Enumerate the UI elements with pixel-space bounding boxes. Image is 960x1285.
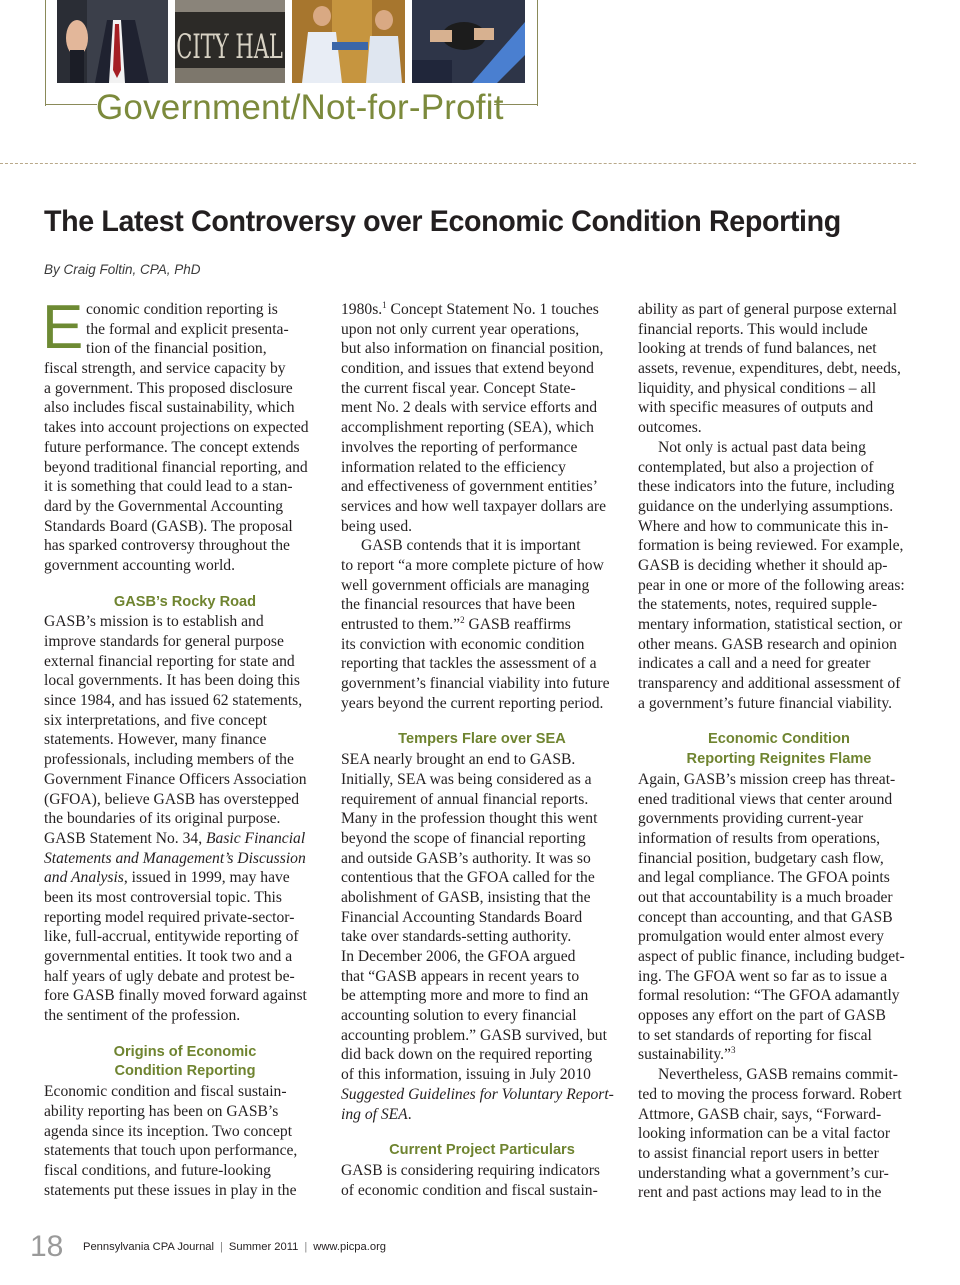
col2-fn-after: GASB reaffirms bbox=[464, 616, 571, 633]
text-line: beyond traditional financial reporting, and bbox=[44, 458, 308, 476]
text-line: conomic condition reporting is bbox=[86, 301, 278, 318]
text-line: reporting that tackles the assessment of a bbox=[341, 655, 597, 673]
text-line: be attempting more and more to find an bbox=[341, 987, 589, 1005]
text-line: a government. This proposed disclosure bbox=[44, 379, 293, 397]
section-title: Government/Not-for-Profit bbox=[96, 88, 504, 127]
text-line: these indicators into the future, including bbox=[638, 478, 895, 496]
col2-l1b: Concept Statement No. 1 touches bbox=[386, 301, 599, 318]
em-suggested-guidelines: Suggested Guidelines for Voluntary Report- bbox=[341, 1085, 614, 1103]
text-line: mentary information, statistical section, or bbox=[638, 616, 903, 633]
footer-separator: | bbox=[220, 1241, 223, 1253]
text-line: improve standards for general purpose bbox=[44, 633, 284, 650]
text-line: future performance. The concept extends bbox=[44, 438, 300, 456]
text-line: also includes fiscal sustainability, which bbox=[44, 399, 295, 417]
col1-em-line-1 bbox=[44, 829, 326, 849]
text-line: understanding what a government’s cur- bbox=[638, 1164, 889, 1182]
text-line: statements put these issues in play in the bbox=[44, 1181, 297, 1199]
text-line: ened traditional views that center around bbox=[638, 790, 893, 808]
column-3 bbox=[638, 300, 920, 1203]
text-line: Initially, SEA was being considered as a bbox=[341, 770, 592, 788]
text-line: aspect of public finance, including budget- bbox=[638, 948, 905, 965]
text-line: services and how well taxpayer dollars are bbox=[341, 497, 606, 515]
em-ing-of-sea: ing of SEA bbox=[341, 1105, 408, 1123]
text-line: accounting problem.” GASB survived, but bbox=[341, 1026, 607, 1044]
subhead-origins-2: Condition Reporting bbox=[114, 1063, 256, 1080]
drop-cap-paragraph bbox=[42, 293, 326, 576]
text-line: fiscal strength, and service capacity by bbox=[44, 360, 286, 378]
text-line: upon not only current year operations, bbox=[341, 320, 580, 338]
subhead-economic-condition-1: Economic Condition bbox=[708, 731, 850, 748]
page-number: 18 bbox=[30, 1230, 64, 1263]
text-line: accomplishment reporting (SEA), which bbox=[341, 419, 594, 437]
spacer bbox=[638, 713, 920, 730]
text-line: government accounting world. bbox=[44, 556, 235, 574]
text-line: government’s financial viability into future bbox=[341, 675, 610, 693]
text-line: outcomes. bbox=[638, 419, 702, 437]
col1-para-2a bbox=[44, 612, 326, 829]
col1-em-line-3 bbox=[44, 868, 326, 888]
text-line: financial position, budgetary cash flow, bbox=[638, 849, 884, 867]
text-line: opposes any effort on the part of GASB bbox=[638, 1007, 886, 1025]
text-line: local governments. It has been doing this bbox=[44, 672, 300, 690]
text-line: the current fiscal year. Concept State- bbox=[341, 379, 576, 397]
subhead-economic-condition-2: Reporting Reignites Flame bbox=[686, 751, 872, 768]
col2-para-2b bbox=[341, 635, 623, 714]
spacer bbox=[341, 713, 623, 730]
text-line: years beyond the current reporting period. bbox=[341, 694, 604, 712]
col2-line-1 bbox=[341, 300, 623, 320]
text-line: Where and how to communicate this in- bbox=[638, 517, 889, 535]
text-line: SEA nearly brought an end to GASB. bbox=[341, 751, 576, 769]
col3-para-4 bbox=[638, 1065, 920, 1203]
col2-para-4 bbox=[341, 1161, 623, 1200]
col1-em-line-2 bbox=[44, 849, 326, 869]
photo-city-hall-sign bbox=[175, 0, 285, 83]
text-line: dard by the Governmental Accounting bbox=[44, 497, 284, 515]
col1-para-2b bbox=[44, 888, 326, 1026]
col1-para-3 bbox=[44, 1082, 326, 1200]
col3-para-2 bbox=[638, 438, 920, 714]
text-line: tion of the financial position, bbox=[86, 340, 267, 358]
text-line: Nevertheless, GASB remains commit- bbox=[658, 1066, 898, 1084]
text-line: assets, revenue, expenditures, debt, needs, bbox=[638, 360, 901, 378]
text-line: In December 2006, the GFOA argued bbox=[341, 948, 576, 965]
col2-fn-before: entrusted to them.” bbox=[341, 616, 461, 633]
text-line: Financial Accounting Standards Board bbox=[341, 908, 583, 926]
text-line: promulgation would enter almost every bbox=[638, 928, 884, 946]
spacer bbox=[44, 576, 326, 593]
header-photo-strip bbox=[57, 0, 525, 83]
text-line: condition, and issues that extend beyond bbox=[341, 360, 594, 378]
col2-period: . bbox=[407, 1105, 412, 1123]
col1-after-em: , issued in 1999, may have bbox=[123, 869, 290, 887]
text-line: fore GASB finally moved forward against bbox=[44, 987, 307, 1005]
text-line: Again, GASB’s mission creep has threat- bbox=[638, 770, 896, 788]
text-line: GASB’s mission is to establish and bbox=[44, 613, 264, 631]
text-line: fiscal conditions, and future-looking bbox=[44, 1161, 271, 1179]
photo-ribbon-hands bbox=[292, 0, 405, 83]
text-line: been its most controversial topic. This bbox=[44, 888, 282, 906]
col2-l1a: 1980s. bbox=[341, 301, 383, 318]
text-line: statements. However, many finance bbox=[44, 731, 267, 749]
footer-website[interactable]: www.picpa.org bbox=[313, 1241, 387, 1253]
text-line: Government Finance Officers Association bbox=[44, 770, 307, 788]
text-line: looking at trends of fund balances, net bbox=[638, 340, 877, 358]
text-line: half years of ugly debate and protest be- bbox=[44, 967, 295, 985]
text-line: of this information, issuing in July 2010 bbox=[341, 1066, 591, 1084]
text-line: ment No. 2 deals with service efforts and bbox=[341, 399, 598, 417]
col1-para-2-tail: GASB Statement No. 34, bbox=[44, 829, 206, 847]
text-line: being used. bbox=[341, 517, 413, 535]
text-line: and effectiveness of government entities’ bbox=[341, 478, 598, 496]
text-line: governmental entities. It took two and a bbox=[44, 948, 293, 965]
text-line: information related to the efficiency bbox=[341, 458, 566, 476]
text-line: accounting solution to every financial bbox=[341, 1007, 577, 1025]
text-line: take over standards-setting authority. bbox=[341, 928, 572, 946]
article-byline: By Craig Foltin, CPA, PhD bbox=[44, 262, 201, 277]
text-line: ted to moving the process forward. Robert bbox=[638, 1085, 902, 1103]
text-line: out that accountability is a much broader bbox=[638, 888, 893, 906]
drop-cap: E bbox=[42, 293, 84, 362]
col2-em-line-2 bbox=[341, 1105, 623, 1125]
text-line: that “GASB appears in recent years to bbox=[341, 967, 580, 985]
text-line: pear in one or more of the following areas: bbox=[638, 576, 905, 594]
col3-fn-line bbox=[638, 1045, 920, 1065]
text-line: Standards Board (GASB). The proposal bbox=[44, 517, 293, 535]
text-line: external financial reporting for state and bbox=[44, 652, 295, 670]
text-line: concept than accounting, and that GASB bbox=[638, 908, 893, 926]
photo-ribbon-cutting bbox=[412, 0, 525, 83]
col2-para-1 bbox=[341, 320, 623, 537]
text-line: to set standards of reporting for fiscal bbox=[638, 1026, 872, 1044]
col3-fn-before: sustainability.” bbox=[638, 1046, 731, 1064]
text-line: the formal and explicit presenta- bbox=[86, 320, 289, 338]
text-line: but also information on financial position, bbox=[341, 340, 604, 358]
text-line: to report “a more complete picture of how bbox=[341, 556, 604, 574]
text-line: formal resolution: “The GFOA adamantly bbox=[638, 987, 900, 1005]
subhead-rocky-road: GASB’s Rocky Road bbox=[113, 593, 257, 610]
text-line: contemplated, but also a projection of bbox=[638, 458, 874, 476]
text-line: the statements, notes, required supple- bbox=[638, 596, 878, 614]
photo-oath-taking bbox=[57, 0, 168, 83]
spacer bbox=[44, 1026, 326, 1043]
text-line: of economic condition and fiscal sustain- bbox=[341, 1181, 598, 1199]
text-line: information of results from operations, bbox=[638, 829, 881, 847]
text-line: like, full-accrual, entitywide reporting of bbox=[44, 928, 299, 946]
text-line: did back down on the required reporting bbox=[341, 1046, 593, 1064]
text-line: financial reports. This would include bbox=[638, 320, 868, 338]
text-line: since 1984, and has issued 62 statements, bbox=[44, 692, 303, 710]
text-line: guidance on the underlying assumptions. bbox=[638, 497, 894, 515]
article-title: The Latest Controversy over Economic Condition Reporting bbox=[44, 205, 841, 238]
footnote-ref-2: 2 bbox=[460, 614, 465, 625]
text-line: (GFOA), believe GASB has overstepped bbox=[44, 790, 300, 808]
spacer bbox=[341, 1124, 623, 1141]
col3-para-3 bbox=[638, 770, 920, 1046]
text-line: transparency and additional assessment of bbox=[638, 675, 901, 693]
text-line: reporting model required private-sector- bbox=[44, 908, 295, 926]
text-line: takes into account projections on expected bbox=[44, 419, 309, 437]
footer-issue: Summer 2011 bbox=[228, 1241, 299, 1253]
footer-separator: | bbox=[304, 1241, 308, 1253]
text-line: other means. GASB research and opinion bbox=[638, 635, 897, 653]
text-line: indicates a call and a need for greater bbox=[638, 655, 871, 673]
text-line: ing. The GFOA went so far as to issue a bbox=[638, 967, 888, 985]
text-line: it is something that could lead to a stan- bbox=[44, 478, 293, 496]
text-line: beyond the scope of financial reporting bbox=[341, 829, 586, 847]
em-and-analysis: and Analysis bbox=[44, 869, 124, 887]
footer-journal: Pennsylvania CPA Journal bbox=[83, 1241, 215, 1253]
text-line: to assist financial report users in better bbox=[638, 1144, 879, 1162]
col2-fn-line bbox=[341, 615, 623, 635]
col2-em-line-1 bbox=[341, 1085, 623, 1105]
subhead-current-project: Current Project Particulars bbox=[389, 1142, 575, 1159]
dashed-divider bbox=[0, 163, 916, 164]
text-line: GASB is considering requiring indicators bbox=[341, 1161, 600, 1179]
page-footer bbox=[83, 1241, 386, 1253]
text-line: requirement of annual financial reports. bbox=[341, 790, 589, 808]
column-2 bbox=[341, 300, 623, 1200]
subhead-tempers-flare: Tempers Flare over SEA bbox=[398, 731, 566, 748]
text-line: GASB contends that it is important bbox=[361, 537, 581, 555]
city-hall-sign-text: CITY HAL bbox=[176, 26, 283, 67]
text-line: and outside GASB’s authority. It was so bbox=[341, 849, 591, 867]
column-1 bbox=[42, 293, 326, 1200]
text-line: liquidity, and physical conditions – all bbox=[638, 379, 877, 397]
text-line: the financial resources that have been bbox=[341, 596, 576, 614]
text-line: abolishment of GASB, insisting that the bbox=[341, 888, 591, 906]
text-line: rent and past actions may lead to in the bbox=[638, 1184, 882, 1202]
col3-para-1 bbox=[638, 300, 920, 438]
text-line: looking information can be a vital factor bbox=[638, 1125, 891, 1143]
text-line: Many in the profession thought this went bbox=[341, 810, 598, 828]
footnote-ref-3: 3 bbox=[730, 1045, 736, 1056]
text-line: and legal compliance. The GFOA points bbox=[638, 869, 890, 887]
text-line: the sentiment of the profession. bbox=[44, 1007, 241, 1025]
col2-para-2a bbox=[341, 536, 623, 615]
text-line: has sparked controversy throughout the bbox=[44, 537, 290, 555]
footnote-ref-1: 1 bbox=[382, 299, 387, 310]
text-line: contentious that the GFOA called for the bbox=[341, 869, 595, 887]
text-line: governments providing current-year bbox=[638, 810, 864, 828]
text-line: agenda since its inception. Two concept bbox=[44, 1122, 293, 1140]
text-line: statements that touch upon performance, bbox=[44, 1142, 298, 1160]
text-line: ability as part of general purpose external bbox=[638, 301, 897, 318]
col2-para-3 bbox=[341, 750, 623, 1085]
text-line: Economic condition and fiscal sustain- bbox=[44, 1083, 287, 1101]
frame-rule-left bbox=[45, 104, 97, 105]
em-statements-mda: Statements and Management’s Discussion bbox=[44, 849, 306, 867]
col1-para-1 bbox=[42, 293, 326, 576]
text-line: involves the reporting of performance bbox=[341, 438, 578, 456]
text-line: ability reporting has been on GASB’s bbox=[44, 1102, 279, 1120]
text-line: a government’s future financial viability. bbox=[638, 694, 893, 712]
subhead-origins-1: Origins of Economic bbox=[113, 1043, 257, 1060]
text-line: its conviction with economic condition bbox=[341, 635, 585, 653]
em-basic-financial: Basic Financial bbox=[206, 829, 306, 847]
text-line: professionals, including members of the bbox=[44, 751, 294, 769]
text-line: with specific measures of outputs and bbox=[638, 399, 874, 417]
text-line: well government officials are managing bbox=[341, 576, 590, 594]
text-line: Not only is actual past data being bbox=[658, 438, 866, 456]
text-line: Attmore, GASB chair, says, “Forward- bbox=[638, 1105, 882, 1123]
text-line: formation is being reviewed. For example, bbox=[638, 537, 904, 555]
text-line: GASB is deciding whether it should ap- bbox=[638, 556, 888, 574]
text-line: six interpretations, and five concept bbox=[44, 711, 268, 729]
text-line: the boundaries of its original purpose. bbox=[44, 810, 281, 828]
